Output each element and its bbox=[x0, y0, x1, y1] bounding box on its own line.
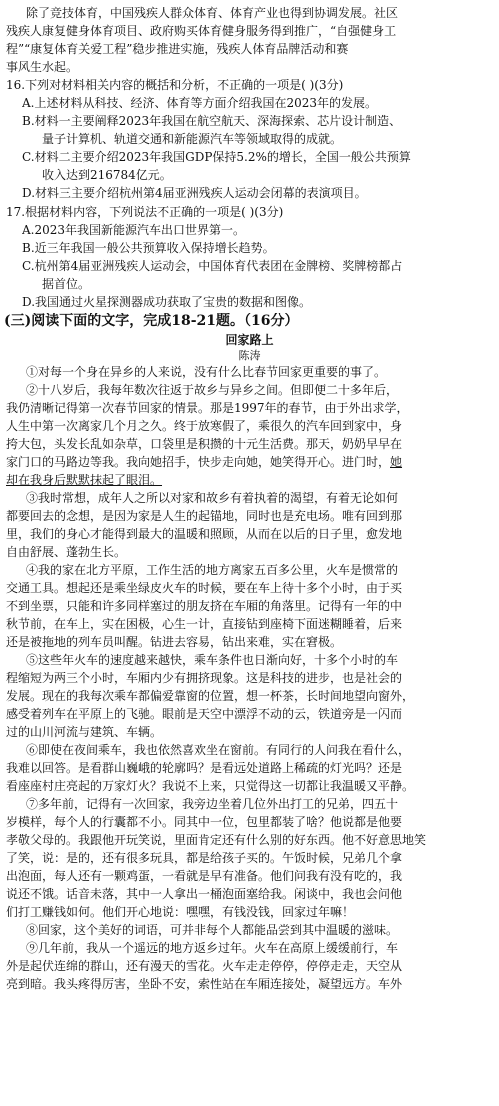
passage-author: 陈涛 bbox=[238, 349, 261, 362]
passage-line: 还是被拖地的列车员叫醒。钻进去容易，钻出来难，实在窘极。 bbox=[6, 635, 343, 649]
passage-line: ②十八岁后，我每年数次往返于故乡与异乡之间。但即便二十多年后， bbox=[26, 383, 399, 397]
passage-text: 家门口的马路边等我。我向她招手，快步走向她，她笑得开心。进门时， bbox=[6, 455, 391, 469]
question-16-stem: 16.下列对材料相关内容的概括和分析，不正确的一项是( )(3分) bbox=[6, 78, 344, 92]
passage-line: 发展。现在的我每次乘车都偏爱靠窗的位置，想一杯茶，长时间地望向窗外， bbox=[6, 689, 415, 703]
passage-line: 我仍清晰记得第一次春节回家的情景。那是1997年的春节，由于外出求学， bbox=[6, 401, 409, 415]
passage-line: ⑥即使在夜间乘车，我也依然喜欢坐在窗前。有同行的人问我在看什么， bbox=[26, 743, 411, 757]
question-17-option-c-cont: 据首位。 bbox=[42, 277, 91, 291]
passage-line: ④我的家在北方平原，工作生活的地方离家五百多公里，火车是惯常的 bbox=[26, 563, 399, 577]
passage-line: ⑧回家，这个美好的词语，可并非每个人都能品尝到其中温暖的滋味。 bbox=[26, 923, 399, 937]
passage-line: 感受着列车在平原上的飞驰。眼前是天空中漂浮不动的云，铁道旁是一闪而 bbox=[6, 707, 403, 721]
section-heading: (三)阅读下面的文字，完成18-21题。（16分） bbox=[4, 313, 299, 329]
passage-line: 看座座村庄亮起的万家灯火？我说不上来，只觉得这一切都让我温暖又平静。 bbox=[6, 779, 415, 793]
passage-line: 秋节前，在车上，实在困极，心生一计，直接钻到座椅下面迷糊睡着，后来 bbox=[6, 617, 403, 631]
passage-line: 不到坐票，只能和许多同样塞过的朋友挤在车厢的角落里。记得有一年的中 bbox=[6, 599, 403, 613]
passage-line: 外是起伏连绵的群山，还有漫天的雪花。火车走走停停，停停走走，天空从 bbox=[6, 959, 403, 973]
passage-line: 们打工赚钱如何。他们开心地说：嘿嘿，有钱没钱，回家过年嘛！ bbox=[6, 905, 355, 919]
question-17-option-d: D.我国通过火星探测器成功获取了宝贵的数据和图像。 bbox=[22, 295, 312, 309]
question-17-option-a: A.2023年我国新能源汽车出口世界第一。 bbox=[22, 223, 246, 237]
passage-line: ⑤这些年火车的速度越来越快，乘车条件也日渐向好，十多个小时的车 bbox=[26, 653, 399, 667]
passage-line: 出泡面，每人还有一颗鸡蛋，一看就是早有准备。他们问我有没有吃的，我 bbox=[6, 869, 403, 883]
question-16-option-b-cont: 量子计算机、轨道交通和新能源汽车等领域取得的成就。 bbox=[42, 132, 343, 146]
passage-line: ①对每一个身在异乡的人来说，没有什么比春节回家更重要的事了。 bbox=[26, 365, 387, 379]
question-17-stem: 17.根据材料内容，下列说法不正确的一项是( )(3分) bbox=[6, 205, 284, 219]
question-16-option-c-cont: 收入达到216784亿元。 bbox=[42, 168, 172, 182]
question-16-option-a: A.上述材料从科技、经济、体育等方面介绍我国在2023年的发展。 bbox=[22, 96, 378, 110]
passage-line: 挎大包，头发长乱如杂草，口袋里是积攒的十元生活费。那天，奶奶早早在 bbox=[6, 437, 403, 451]
passage-line: ⑦多年前，记得有一次回家，我旁边坐着几位外出打工的兄弟，四五十 bbox=[26, 797, 399, 811]
passage-line: 了笑，说：是的，还有很多玩具，都是给孩子买的。午饭时候，兄弟几个拿 bbox=[6, 851, 403, 865]
passage-line: 自由舒展、蓬勃生长。 bbox=[6, 545, 127, 559]
passage-line: 里，我们的身心才能得到最大的温暖和照顾，从而在以后的日子里，愈发地 bbox=[6, 527, 403, 541]
passage-line: ⑨几年前，我从一个遥远的地方返乡过年。火车在高原上缓缓前行，车 bbox=[26, 941, 399, 955]
intro-line: 除了竞技体育，中国残疾人群众体育、体育产业也得到协调发展。社区 bbox=[26, 6, 399, 20]
question-16-option-b: B.材料一主要阐释2023年我国在航空航天、深海探索、芯片设计制造、 bbox=[22, 114, 402, 128]
passage-line: 过的山川河流与建筑、车辆。 bbox=[6, 725, 163, 739]
passage-line: 我难以回答。是看群山巍峨的轮廓吗？是看远处道路上稀疏的灯光吗？还是 bbox=[6, 761, 403, 775]
passage-line: 人生中第一次离家几个月之久。终于放寒假了，乘很久的汽车回到家中，身 bbox=[6, 419, 403, 433]
passage-line: ③我时常想，成年人之所以对家和故乡有着执着的渴望，有着无论如何 bbox=[26, 491, 399, 505]
passage-line: 岁模样，每个人的行囊都不小。同其中一位，包里都装了啥？他说都是他要 bbox=[6, 815, 403, 829]
question-16-option-c: C.材料二主要介绍2023年我国GDP保持5.2%的增长，全国一般公共预算 bbox=[22, 150, 411, 164]
question-17-option-b: B.近三年我国一般公共预算收入保持增长趋势。 bbox=[22, 241, 275, 255]
passage-line bbox=[6, 473, 492, 487]
passage-line: 程缩短为两三个小时，车厢内少有拥挤现象。这是科技的进步，也是社会的 bbox=[6, 671, 403, 685]
passage-line: 亮到暗。我头疼得厉害，坐卧不安，索性站在车厢连接处，凝望远方。车外 bbox=[6, 977, 403, 991]
passage-title: 回家路上 bbox=[225, 333, 274, 347]
underlined-text: 她 bbox=[390, 455, 403, 469]
question-17-option-c: C.杭州第4届亚洲残疾人运动会，中国体育代表团在金牌榜、奖牌榜都占 bbox=[22, 259, 403, 273]
underlined-text: 却在我身后默默抹起了眼泪。 bbox=[6, 473, 163, 487]
passage-line: 说还不饿。话音未落，其中一人拿出一桶泡面塞给我。闲谈中，我也会问他 bbox=[6, 887, 403, 901]
intro-line: 残疾人康复健身体育项目、政府购买体育健身服务得到推广，“自强健身工 bbox=[6, 24, 397, 38]
passage-line bbox=[6, 455, 492, 469]
intro-line: 事风生水起。 bbox=[6, 60, 79, 74]
passage-line: 交通工具。想起还是乘坐绿皮火车的时候，要在车上待十多个小时，由于买 bbox=[6, 581, 403, 595]
passage-line: 都要回去的念想，是因为家是人生的起锚地，同时也是充电场。唯有回到那 bbox=[6, 509, 403, 523]
question-16-option-d: D.材料三主要介绍杭州第4届亚洲残疾人运动会闭幕的表演项目。 bbox=[22, 186, 367, 200]
intro-line: 程”“康复体育关爱工程”稳步推进实施，残疾人体育品牌活动和赛 bbox=[6, 42, 349, 56]
passage-line: 孝敬父母的。我跟他开玩笑说，里面肯定还有什么别的好东西。他不好意思地笑 bbox=[6, 833, 427, 847]
